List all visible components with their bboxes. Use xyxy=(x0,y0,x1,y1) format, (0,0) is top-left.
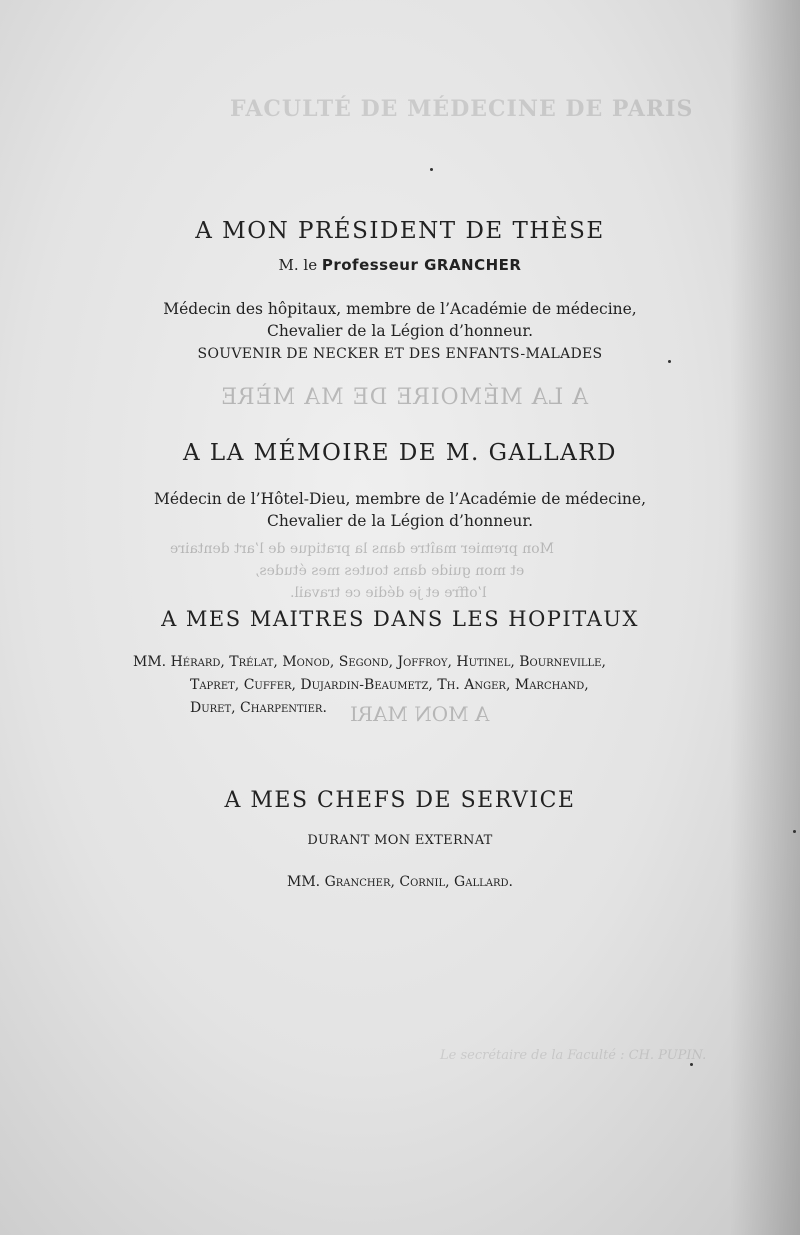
dedication-masters-line-1: MM. Hérard, Trélat, Monod, Segond, Joffroy, Hutinel, Bourneville, xyxy=(133,654,606,670)
bleed-through-footer: Le secrétaire de la Faculté : CH. PUPIN. xyxy=(440,1048,707,1063)
dedication-president-line-2: Chevalier de la Légion d’honneur. xyxy=(266,322,534,340)
dedication-president-line-3: SOUVENIR DE NECKER ET DES ENFANTS-MALADES xyxy=(197,346,603,362)
dedication-president-line-1: Médecin des hôpitaux, membre de l’Académie de médecine, xyxy=(163,300,637,318)
bleed-through-mirror-3: et mon guide dans toutes mes études, xyxy=(255,563,525,579)
bleed-through-header: FACULTÉ DE MÉDECINE DE PARIS xyxy=(230,96,694,122)
dedication-gallard-line-1: Médecin de l’Hôtel-Dieu, membre de l’Académie de médecine, xyxy=(153,490,646,508)
president-name: Professeur GRANCHER xyxy=(321,256,522,274)
dedication-president-name-line xyxy=(0,256,800,274)
dedication-masters-heading: A MES MAITRES DANS LES HOPITAUX xyxy=(161,607,639,631)
speck xyxy=(668,360,671,363)
name-prefix: M. le xyxy=(278,256,322,274)
dedication-masters-line-2: Tapret, Cuffer, Dujardin-Beaumetz, Th. Anger, Marchand, xyxy=(190,677,589,693)
speck xyxy=(793,830,796,833)
bleed-through-mirror-5: A MON MARI xyxy=(350,702,490,726)
dedication-chiefs-names: MM. Grancher, Cornil, Gallard. xyxy=(287,874,513,890)
bleed-through-mirror-4: l’offre et je dédie ce travail. xyxy=(290,585,487,601)
speck xyxy=(690,1063,693,1066)
dedication-chiefs-subheading: DURANT MON EXTERNAT xyxy=(307,833,493,848)
speck xyxy=(430,168,433,171)
bleed-through-mirror-2: Mon premier maître dans la pratique de l’art dentaire xyxy=(170,541,554,557)
dedication-gallard-line-2: Chevalier de la Légion d’honneur. xyxy=(266,512,534,530)
dedication-president-heading: A MON PRÉSIDENT DE THÈSE xyxy=(195,218,605,244)
dedication-gallard-heading: A LA MÉMOIRE DE M. GALLARD xyxy=(183,440,617,466)
dedication-masters-line-3: Duret, Charpentier. xyxy=(190,700,327,716)
bleed-through-mirror-1: A LA MÉMOIRE DE MA MÈRE xyxy=(220,385,589,410)
dedication-chiefs-heading: A MES CHEFS DE SERVICE xyxy=(224,788,576,813)
